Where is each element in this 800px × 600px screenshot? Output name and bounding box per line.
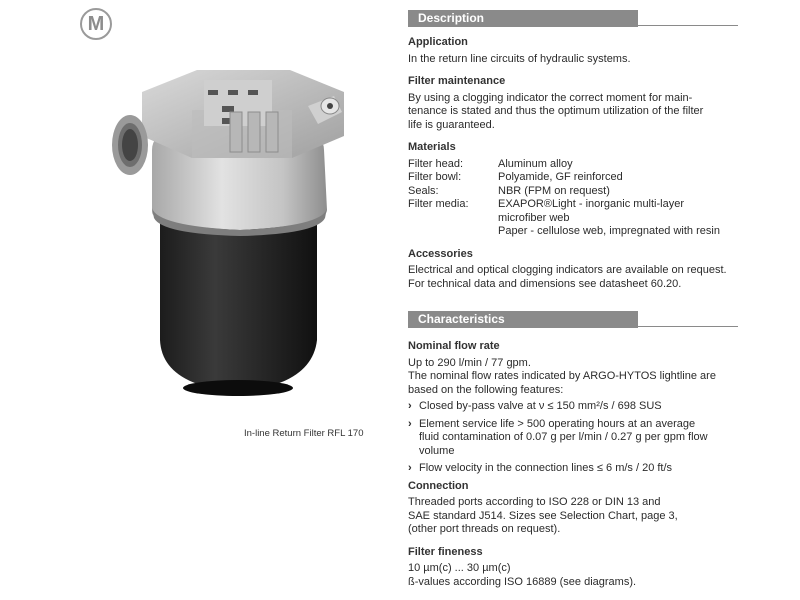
bullet-arrow-icon: ›	[408, 400, 412, 412]
maintenance-text: By using a clogging indicator the correct moment for main- tenance is stated and thus the optimum utilization of the filter life is guaranteed.	[408, 91, 704, 131]
section-rule	[638, 326, 738, 327]
fineness-text: 10 µm(c) ... 30 µm(c) ß-values according ISO 16889 (see diagrams).	[408, 562, 637, 588]
maintenance-title: Filter maintenance	[408, 75, 506, 87]
bullet-arrow-icon: ›	[408, 417, 412, 430]
application-title: Application	[408, 36, 468, 48]
section-rule	[638, 25, 738, 26]
accessories-title: Accessories	[408, 247, 473, 260]
application-text: In the return line circuits of hydraulic systems.	[408, 52, 631, 65]
text-column	[408, 10, 738, 589]
accessories-text: Electrical and optical clogging indicators are available on request. For technical data and dimensions see datasheet 60.20.	[408, 264, 727, 290]
description-heading: Description	[408, 10, 638, 27]
connection-text: Threaded ports according to ISO 228 or DIN 13 and SAE standard J514. Sizes see Selection Chart, page 3, (other port threads on request).	[408, 496, 678, 535]
materials-row: Filter bowl: Polyamide, GF reinforced	[408, 171, 623, 183]
m-badge-icon: M	[80, 8, 112, 40]
fineness-title: Filter fineness	[408, 545, 483, 558]
flow-title: Nominal flow rate	[408, 340, 500, 352]
list-item: › Closed by-pass valve at ν ≤ 150 mm²/s / 698 SUS	[408, 400, 662, 412]
product-caption: In-line Return Filter RFL 170	[244, 428, 364, 439]
feature-list	[408, 400, 738, 476]
list-item: › Flow velocity in the connection lines ≤ 6 m/s / 20 ft/s	[408, 462, 673, 474]
materials-table	[408, 158, 720, 239]
filter-product-image	[112, 40, 362, 415]
materials-row: Filter head: Aluminum alloy	[408, 157, 573, 170]
flow-text: Up to 290 l/min / 77 gpm. The nominal flow rates indicated by ARGO-HYTOS lightline are based on the following features:	[408, 356, 716, 396]
characteristics-heading: Characteristics	[408, 311, 638, 328]
bullet-arrow-icon: ›	[408, 462, 412, 474]
materials-title: Materials	[408, 141, 456, 153]
materials-row: Filter media: EXAPOR®Light - inorganic multi-layer microfiber web Paper - cellulose web, impregnated with resin	[408, 198, 720, 237]
characteristics-section-header	[408, 311, 738, 328]
connection-title: Connection	[408, 479, 469, 492]
list-item: › Element service life > 500 operating hours at an average fluid contamination of 0.07 g per l/min / 0.27 g per gpm flow volume	[408, 417, 708, 457]
description-section-header	[408, 10, 738, 27]
materials-row: Seals: NBR (FPM on request)	[408, 184, 610, 197]
